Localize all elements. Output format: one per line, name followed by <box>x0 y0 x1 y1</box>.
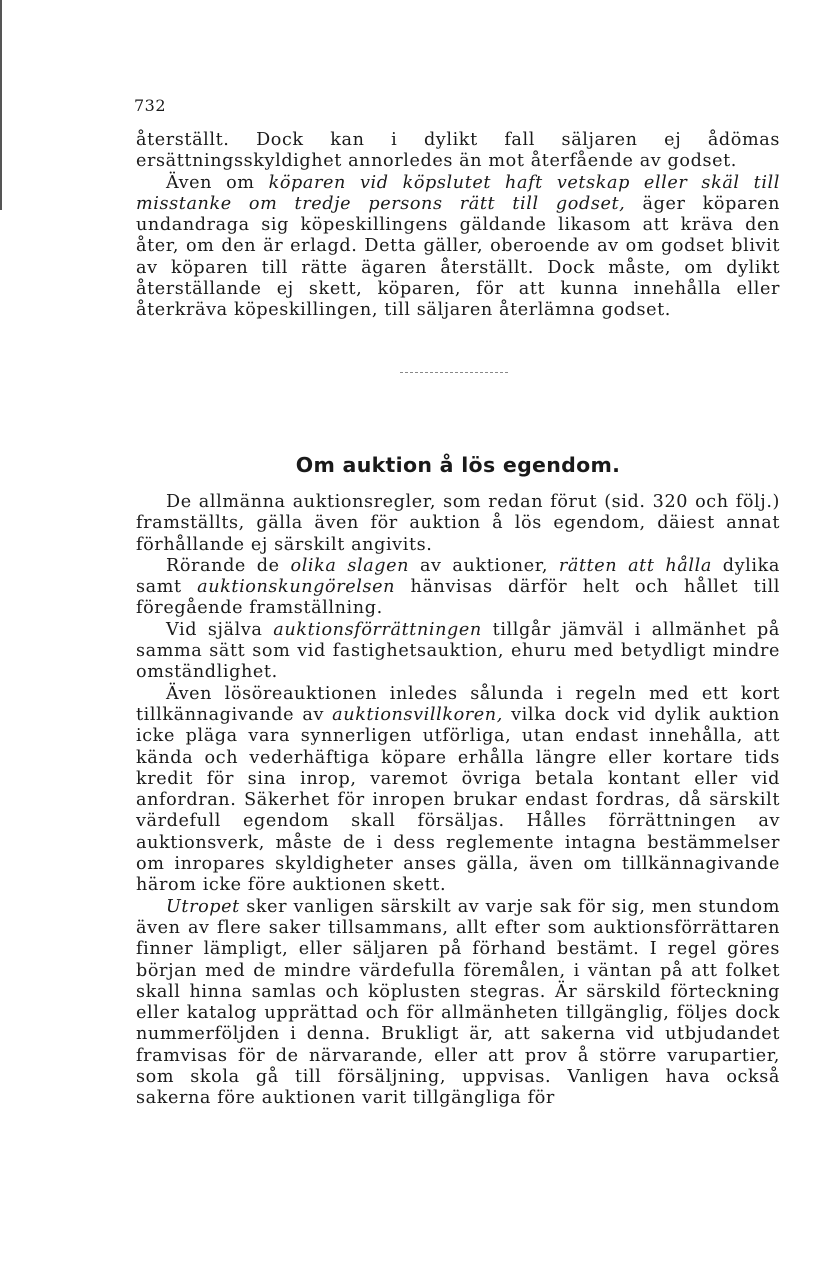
text-run: tillgår jämväl i allmänhet på samma sätt som vid fastighetsauktion, ehuru med betydligt mindre omständlighet. <box>136 619 780 683</box>
page-number: 732 <box>134 96 167 115</box>
section-heading: Om auktion å lös egendom. <box>295 453 621 477</box>
text-run: Vid själva <box>166 619 274 640</box>
italic-phrase: auktionsvillkoren, <box>332 704 503 725</box>
paragraph-auction-terms <box>136 684 780 897</box>
italic-phrase: olika slagen <box>290 555 410 576</box>
text-run: dylika samt <box>136 555 780 598</box>
italic-phrase: köparen vid köpslutet haft vetskap eller skäl till misstanke om tredje persons rätt till godset, <box>136 172 781 214</box>
italic-phrase: auktionskungörelsen <box>197 577 396 598</box>
paragraph-auction-procedure <box>136 620 780 684</box>
text-run: Rörande de <box>166 555 291 576</box>
text-run: av auktioner, <box>409 555 559 576</box>
text-run: De allmänna auktionsregler, som redan förut (sid. 320 och följ.) framställts, gälla även för auktion å lös egendom, däiest annat förhållande ej särskilt angivits. <box>136 492 780 555</box>
italic-phrase: auktionsförrättningen <box>273 619 482 640</box>
text-run: hänvisas därför helt och hållet till föregående framställning. <box>136 577 780 619</box>
text-run: sker vanligen särskilt av varje sak för sig, men stundom även av flere saker tillsammans, allt efter som auktionsförrättaren finner lämpligt, eller säljaren på förhand bestämt. I regel göres början med de mindre värdefulla föremålen, i väntan på att folket skall hinna samlas och köplusten stegras. Är särskild förteckning eller katalog upprättad och för allmänheten tillgänglig, följes dock nummerföljden i denna. Brukligt är, att sakerna vid utbjudandet framvisas för de närvarande, eller att prov å större varupartier, som skola gå till försäljning, uppvisas. Vanligen hava också sakerna före auktionen varit tillgängliga för <box>136 896 780 1109</box>
scan-edge-line <box>0 0 2 210</box>
paragraph-general-rules <box>136 492 780 556</box>
paragraph-buyer-knowledge <box>136 173 780 322</box>
italic-phrase: Utropet <box>166 896 240 917</box>
paragraph-calling-out <box>136 897 780 1110</box>
text-run: äger köparen undandraga sig köpeskillingens gäldande likasom att kräva den åter, om den är erlagd. Detta gäller, oberoende av om godset blivit av köparen till rätte ägaren återställt. Dock måste, om dylikt återställande ej skett, köparen, för att kunna innehålla eller återkräva köpeskillingen, till säljaren återlämna godset. <box>136 193 780 321</box>
section-body <box>136 492 780 1110</box>
section-separator <box>400 372 508 373</box>
text-run: Även om <box>166 172 269 193</box>
italic-phrase: rätten att hålla <box>558 555 712 576</box>
paragraph-continuation: återställt. Dock kan i dylikt fall säljaren ej ådömas ersättningsskyldighet annorledes än mot återfående av godset. <box>136 130 780 172</box>
paragraph-auction-types <box>136 556 780 620</box>
text-run: vilka dock vid dylik auktion icke pläga vara synnerligen utförliga, utan endast innehålla, att kända och vederhäftiga köpare erhålla längre eller kortare tids kredit för sina inrop, varemot övriga betala kontant eller vid anfordran. Säkerhet för inropen brukar endast fordras, då särskilt värdefull egendom skall försäljas. Hålles förrättningen av auktionsverk, måste de i dess reglemente intagna bestämmelser om inropares skyldigheter anses gälla, även om tillkännagivande härom icke före auktionen skett. <box>136 704 780 896</box>
text-run: Även lösöreauktionen inledes sålunda i regeln med ett kort tillkännagivande av <box>136 683 780 725</box>
opening-text <box>136 130 780 322</box>
